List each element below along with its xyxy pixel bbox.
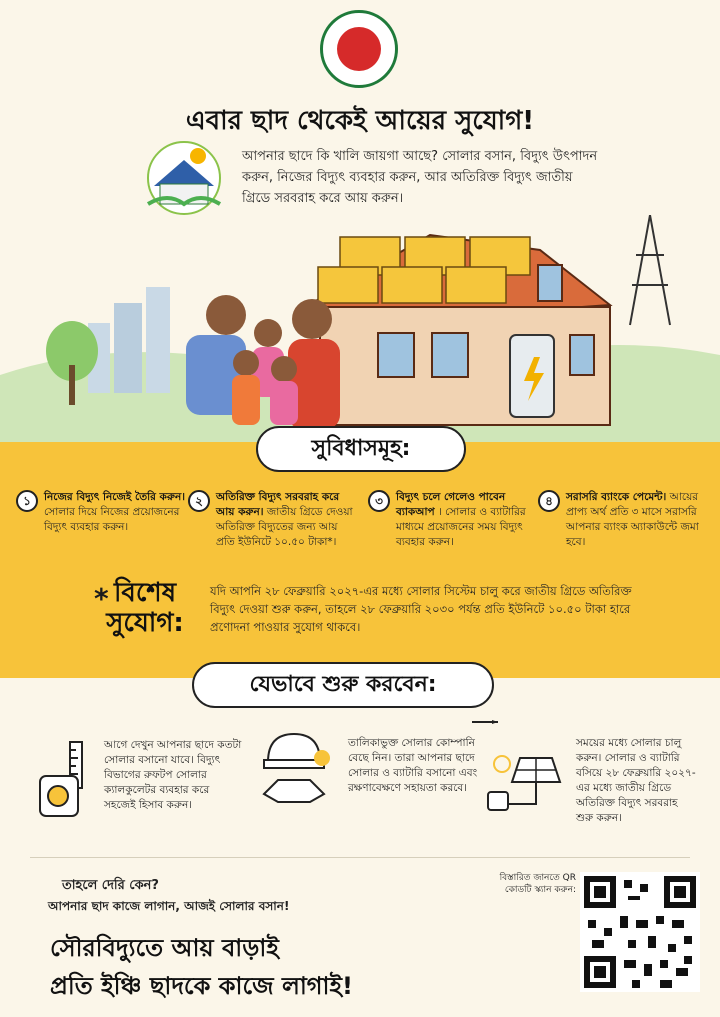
- benefit-text: জাতীয় গ্রিডে দেওয়া অতিরিক্ত বিদ্যুতের জন্য আয় প্রতি ইউনিটে ১০.৫০ টাকা*।: [216, 506, 353, 548]
- benefit-title: নিজের বিদ্যুৎ নিজেই তৈরি করুন।: [44, 491, 185, 503]
- benefit-number: ১: [16, 490, 38, 512]
- special-label: [90, 578, 200, 638]
- benefit-title: বিদ্যুৎ চলে গেলেও পাবেন ব্যাকআপ: [396, 491, 506, 518]
- intro-paragraph: আপনার ছাদে কি খালি জায়গা আছে? সোলার বসান, বিদ্যুৎ উৎপাদন করুন, নিজের বিদ্যুৎ ব্যবহার করুন, আর অতিরিক্ত বিদ্যুৎ জাতীয় গ্রিডে সরবরাহ করে আয় করুন।: [242, 149, 598, 206]
- benefit-item: [375, 490, 536, 550]
- family-house-illustration: [0, 215, 720, 445]
- special-offer: [0, 578, 720, 640]
- special-offer-text: যদি আপনি ২৮ ফেব্রুয়ারি ২০২৭-এর মধ্যে সোলার সিস্টেম চালু করে জাতীয় গ্রিডে অতিরিক্ত বিদ্যুৎ দেওয়া শুরু করুন, তাহলে ২৮ ফেব্রুয়ারি ২০৩০ পর্যন্ত প্রতি ইউনিটে ১০.৫০ টাকা হারে প্রণোদনা পাওয়ার সুযোগ থাকবে।: [210, 584, 632, 634]
- benefits-section: [0, 442, 720, 678]
- footer-subline: আপনার ছাদ কাজে লাগান, আজই সোলার বসান!: [48, 899, 290, 913]
- measure-icon: [34, 740, 94, 820]
- slogan-line2: প্রতি ইঞ্চি ছাদকে কাজে লাগাই!: [50, 972, 353, 1000]
- benefit-item: [195, 490, 356, 550]
- slogan-line1: সৌরবিদ্যুতে আয় বাড়াই: [50, 934, 279, 962]
- special-label-line2: সুযোগ:: [106, 608, 184, 638]
- hero-section: [0, 0, 720, 440]
- step-item: তালিকাভুক্ত সোলার কোম্পানি বেছে নিন। তারা আপনার ছাদে সোলার ও ব্যাটারি বসানো এবং রক্ষণাবেক্ষণে সহায়তা করবে।: [348, 737, 478, 794]
- benefit-title: সরাসরি ব্যাংকে পেমেন্ট।: [566, 491, 667, 503]
- benefit-item: [545, 490, 706, 550]
- benefits-heading: সুবিধাসমূহ:: [256, 426, 466, 472]
- special-label-line1: বিশেষ: [113, 578, 177, 608]
- benefit-text: । সোলার ও ব্যাটারির মাধ্যমে প্রয়োজনের সময় বিদ্যুৎ ব্যবহার করুন।: [396, 506, 526, 548]
- seal-map-emblem: [337, 27, 381, 71]
- how-to-start-heading: যেভাবে শুরু করবেন:: [192, 662, 494, 708]
- qr-code-icon[interactable]: [580, 872, 700, 992]
- solar-panel-icon: [470, 712, 570, 822]
- benefit-number: ৩: [368, 490, 390, 512]
- special-star: *: [94, 582, 109, 615]
- solar-home-logo-icon: [138, 138, 230, 218]
- benefit-number: ২: [188, 490, 210, 512]
- page-title: এবার ছাদ থেকেই আয়ের সুযোগ!: [185, 106, 535, 136]
- step-item: আগে দেখুন আপনার ছাদে কতটা সোলার বসানো যাবে। বিদ্যুৎ বিভাগের রুফটপ সোলার ক্যালকুলেটর ব্যবহার করে সহজেই হিসাব করুন।: [104, 739, 242, 811]
- benefit-number: ৪: [538, 490, 560, 512]
- footer-divider: [30, 857, 690, 858]
- government-seal: [320, 10, 398, 88]
- footer-question: তাহলে দেরি কেন?: [62, 878, 159, 893]
- engineer-icon: [258, 728, 338, 810]
- benefit-text: আয়ের প্রাপ্য অর্থ প্রতি ৩ মাসে সরাসরি আপনার ব্যাংক অ্যাকাউন্টে জমা হবে।: [566, 491, 699, 548]
- qr-label: বিস্তারিত জানতে QR কোডটি স্ক্যান করুন:: [499, 873, 576, 895]
- benefit-item: [23, 490, 204, 535]
- benefit-text: সোলার দিয়ে নিজের প্রয়োজনের বিদ্যুৎ ব্যবহার করুন।: [44, 506, 180, 533]
- step-item: সময়ের মধ্যে সোলার চালু করুন। সোলার ও ব্যাটারি বসিয়ে ২৮ ফেব্রুয়ারি ২০২৭-এর মধ্যে জাতীয় গ্রিডে অতিরিক্ত বিদ্যুৎ সরবরাহ শুরু করুন।: [576, 737, 696, 824]
- benefit-title: অতিরিক্ত বিদ্যুৎ সরবরাহ করে আয় করুন।: [216, 491, 340, 518]
